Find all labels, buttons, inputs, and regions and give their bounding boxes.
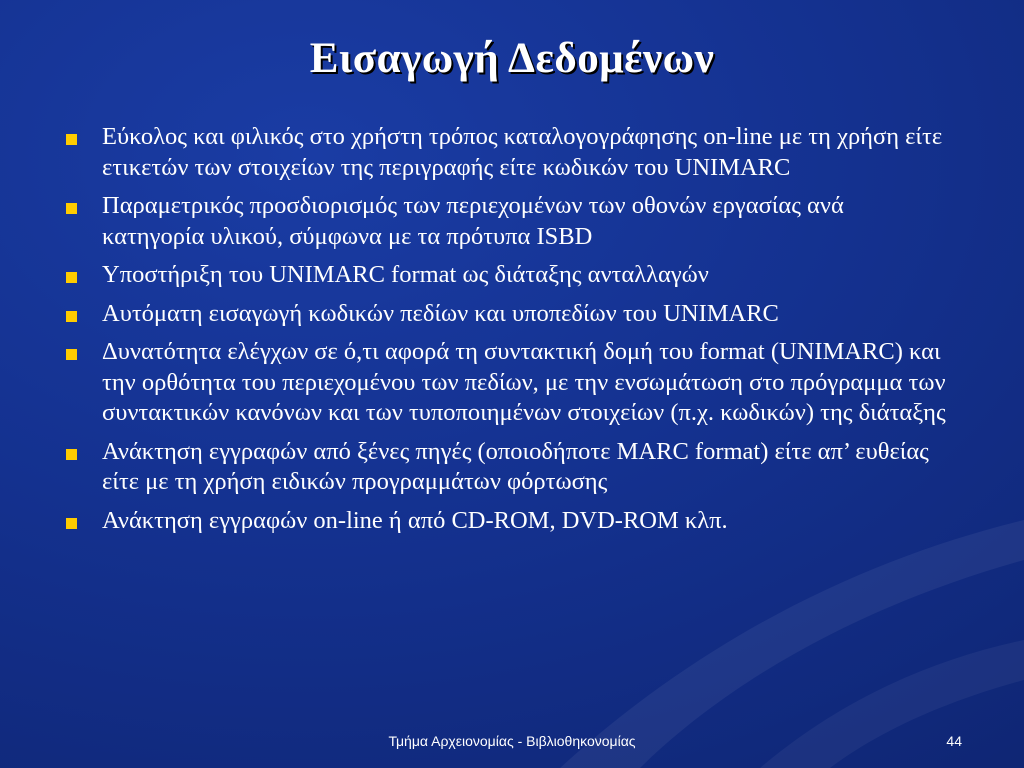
bullet-text: Δυνατότητα ελέγχων σε ό,τι αφορά τη συντακτική δομή του format (UNIMARC) και την ορθότητα του περιεχομένου των πεδίων, με την ενσωμάτωση στο πρόγραμμα των συντακτικών κανόνων και των τυποποιημένων στοιχείων (π.χ. κωδικών) της διάταξης xyxy=(102,338,946,426)
bullet-item xyxy=(60,437,950,498)
footer-text: Τμήμα Αρχειονομίας - Βιβλιοθηκονομίας xyxy=(388,733,636,749)
bullet-text: Υποστήριξη του UNIMARC format ως διάταξης ανταλλαγών xyxy=(102,261,709,288)
bullet-text: Ανάκτηση εγγραφών on-line ή από CD-ROM, DVD-ROM κλπ. xyxy=(102,506,728,534)
square-bullet-icon xyxy=(66,272,77,283)
bullet-text: Εύκολος και φιλικός στο χρήστη τρόπος καταλογογράφησης on-line με τη χρήση είτε ετικετών των στοιχείων της περιγραφής είτε κωδικών του UNIMARC xyxy=(102,123,943,181)
bullet-text: Ανάκτηση εγγραφών από ξένες πηγές (οποιοδήποτε MARC format) είτε απ’ ευθείας είτε με τη χρήση ειδικών προγραμμάτων φόρτωσης xyxy=(102,437,929,495)
bullet-item xyxy=(60,337,950,429)
bullet-item xyxy=(60,191,950,252)
square-bullet-icon xyxy=(66,349,77,360)
bullet-text: Αυτόματη εισαγωγή κωδικών πεδίων και υποπεδίων του UNIMARC xyxy=(102,299,779,327)
slide-title: Εισαγωγή Δεδομένων xyxy=(309,35,715,82)
square-bullet-icon xyxy=(66,311,77,322)
bullet-item xyxy=(60,506,950,537)
bullet-item xyxy=(60,299,950,330)
square-bullet-icon xyxy=(66,449,77,460)
square-bullet-icon xyxy=(66,518,77,529)
square-bullet-icon xyxy=(66,203,77,214)
bullet-item xyxy=(60,122,950,183)
bullet-item xyxy=(60,260,950,291)
square-bullet-icon xyxy=(66,134,77,145)
slide-number: 44 xyxy=(946,733,962,749)
bullet-text: Παραμετρικός προσδιορισμός των περιεχομένων των οθονών εργασίας ανά κατηγορία υλικού, σύμφωνα με τα πρότυπα ISBD xyxy=(102,192,844,250)
bullet-list xyxy=(60,122,950,544)
